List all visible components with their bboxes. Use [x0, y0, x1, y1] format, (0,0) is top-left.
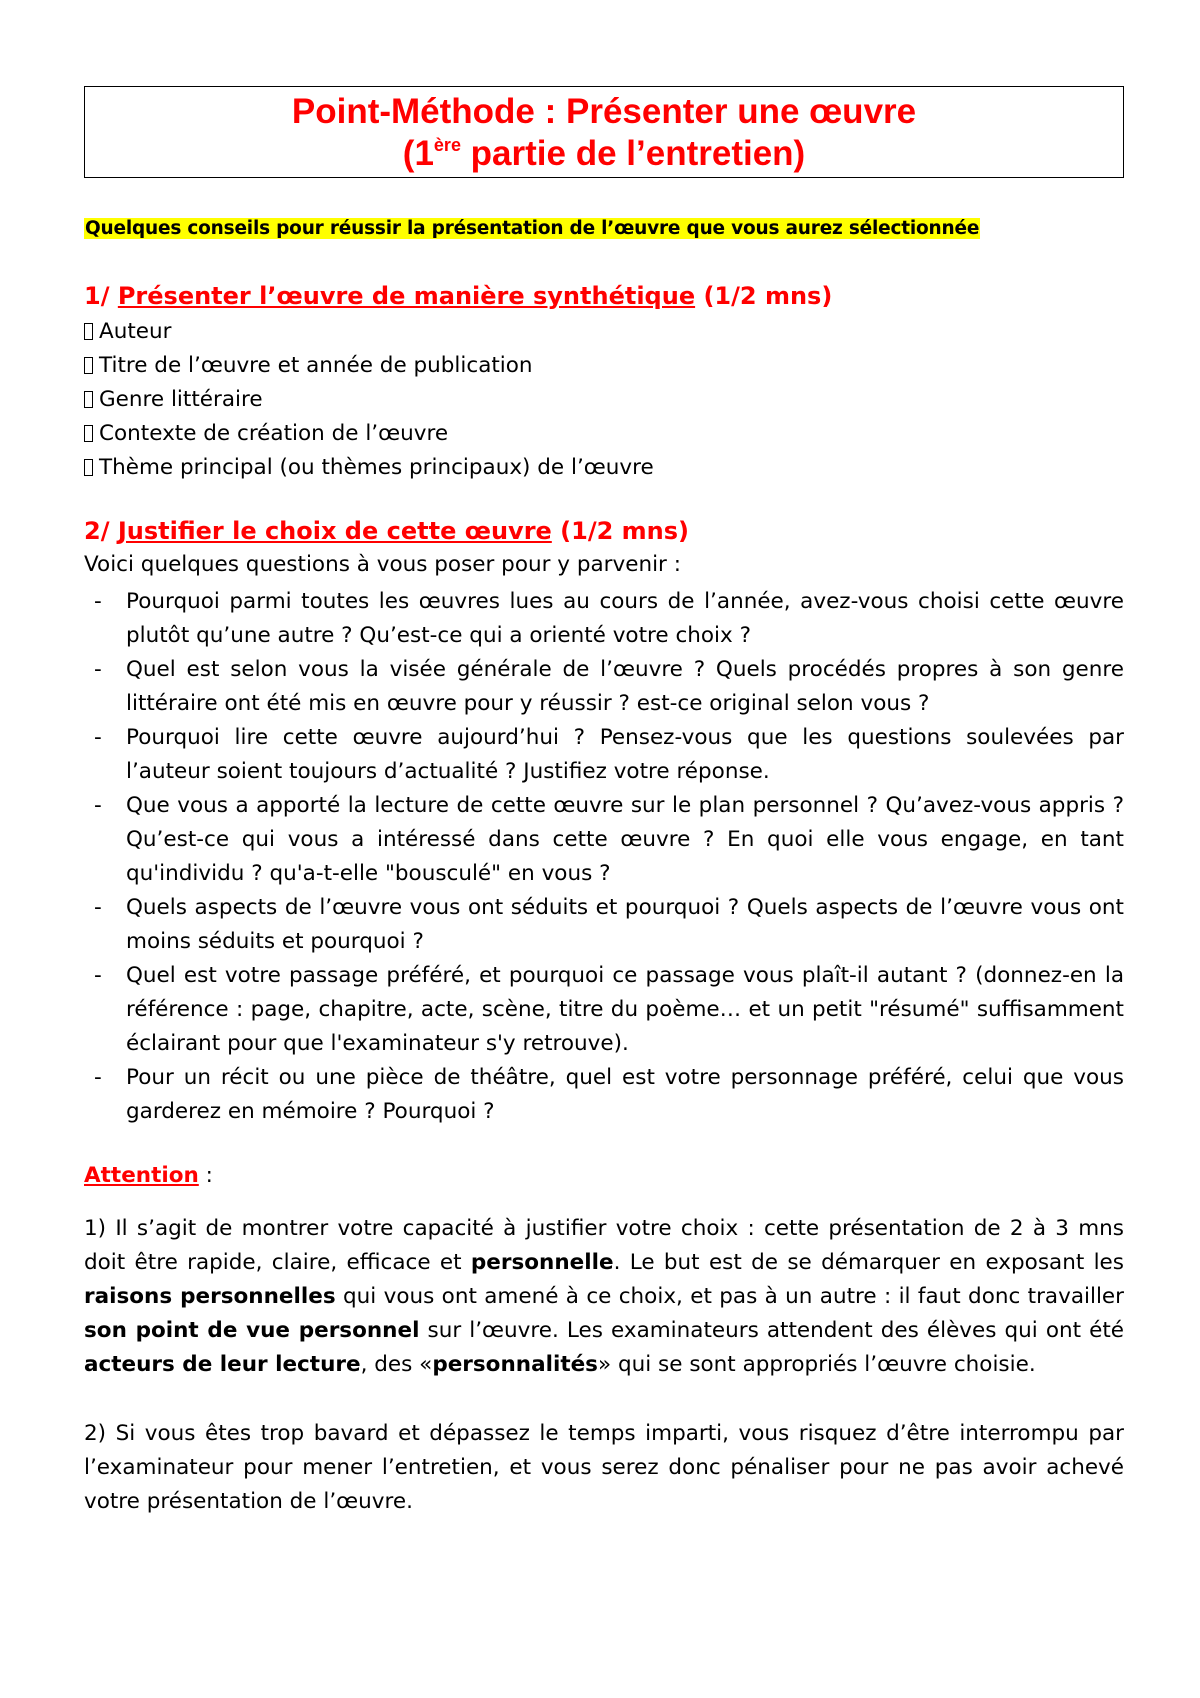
bold-term: raisons personnelles [84, 1284, 336, 1309]
paragraph-text: , des « [360, 1352, 433, 1377]
list-item [84, 585, 1124, 653]
question-text: Pour un récit ou une pièce de théâtre, quel est votre personnage préféré, celui que vous garderez en mémoire ? Pourquoi ? [126, 1065, 1124, 1124]
list-item-text: Genre littéraire [99, 387, 263, 412]
list-item [84, 383, 654, 417]
list-item [84, 891, 1124, 959]
dash-bullet: - [94, 657, 102, 682]
list-item [84, 451, 654, 485]
paragraph-text: » qui se sont appropriés l’œuvre choisie. [597, 1352, 1036, 1377]
title-line-1: Point-Méthode : Présenter une œuvre [291, 92, 917, 131]
section-1-title: Présenter l’œuvre de manière synthétique [117, 282, 696, 310]
question-text: Pourquoi parmi toutes les œuvres lues au cours de l’année, avez-vous choisi cette œuvre plutôt qu’une autre ? Qu’est-ce qui a orienté votre choix ? [126, 589, 1124, 648]
list-item [84, 315, 654, 349]
paragraph-text: sur l’œuvre. Les examinateurs attendent des élèves qui ont été [419, 1318, 1125, 1343]
dash-bullet: - [94, 589, 102, 614]
list-item-text: Titre de l’œuvre et année de publication [99, 353, 533, 378]
section-2-title: Justifier le choix de cette œuvre [117, 517, 552, 545]
paragraph-text: qui vous ont amené à ce choix, et pas à un autre : il faut donc travailler [335, 1284, 1124, 1309]
paragraph-text: . Le but est de se démarquer en exposant les [613, 1250, 1124, 1275]
question-text: Que vous a apporté la lecture de cette œuvre sur le plan personnel ? Qu’avez-vous appris ? Qu’est-ce qui vous a intéressé dans cette œuvre ? En quoi elle vous engage, en tant qu'individu ? qu'a-t-elle "bousculé" en vous ? [126, 793, 1124, 886]
title-line-2-prefix: (1 [402, 134, 434, 173]
dash-bullet: - [94, 725, 102, 750]
question-text: Quel est selon vous la visée générale de l’œuvre ? Quels procédés propres à son genre littéraire ont été mis en œuvre pour y réussir ? est-ce original selon vous ? [126, 657, 1124, 716]
bold-term: acteurs de leur lecture [84, 1352, 361, 1377]
paragraph-text: 1) Il s’agit de montrer votre capacité à justifier votre choix : cette présentation de 2 à 3 mns doit être rapide, claire, efficace et [84, 1216, 1124, 1275]
bold-term: son point de vue personnel [84, 1318, 420, 1343]
title-line-2-suffix: partie de l’entretien) [460, 134, 806, 173]
checkbox-bullet-icon [84, 425, 93, 442]
list-item [84, 417, 654, 451]
list-item [84, 1061, 1124, 1129]
attention-paragraph-1 [84, 1212, 1124, 1382]
section-2-lead: Voici quelques questions à vous poser pour y parvenir : [84, 552, 681, 577]
list-item [84, 653, 1124, 721]
dash-bullet: - [94, 963, 102, 988]
section-2-duration: (1/2 mns) [551, 517, 690, 545]
list-item [84, 721, 1124, 789]
dash-bullet: - [94, 895, 102, 920]
checkbox-bullet-icon [84, 459, 93, 476]
section-1-list [84, 315, 654, 485]
question-text: Quel est votre passage préféré, et pourquoi ce passage vous plaît-il autant ? (donnez-en la référence : page, chapitre, acte, scène, titre du poème… et un petit "résumé" suffisamment éclairant pour que l'examinateur s'y retrouve). [126, 963, 1124, 1056]
question-text: Pourquoi lire cette œuvre aujourd’hui ? Pensez-vous que les questions soulevées par l’auteur soient toujours d’actualité ? Justifiez votre réponse. [126, 725, 1124, 784]
list-item-text: Contexte de création de l’œuvre [99, 421, 449, 446]
list-item [84, 789, 1124, 891]
checkbox-bullet-icon [84, 357, 93, 374]
checkbox-bullet-icon [84, 323, 93, 340]
attention-heading [84, 1163, 213, 1188]
attention-paragraph-2: 2) Si vous êtes trop bavard et dépassez le temps imparti, vous risquez d’être interrompu par l’examinateur pour mener l’entretien, et vous serez donc pénaliser pour ne pas avoir achevé votre présentation de l’œuvre. [84, 1421, 1124, 1514]
section-1-duration: (1/2 mns) [695, 282, 833, 310]
list-item [84, 349, 654, 383]
section-1-heading [84, 282, 832, 310]
attention-label: Attention [84, 1163, 199, 1188]
title-superscript: ère [433, 135, 461, 155]
attention-colon: : [198, 1163, 213, 1188]
dash-bullet: - [94, 1065, 102, 1090]
bold-term: personnelle [470, 1250, 614, 1275]
intro-highlight: Quelques conseils pour réussir la présentation de l’œuvre que vous aurez sélectionnée [85, 218, 980, 239]
title-line-2 [85, 133, 1123, 175]
list-item-text: Auteur [99, 319, 172, 344]
dash-bullet: - [94, 793, 102, 818]
question-list [84, 585, 1124, 1129]
question-text: Quels aspects de l’œuvre vous ont séduits et pourquoi ? Quels aspects de l’œuvre vous ont moins séduits et pourquoi ? [126, 895, 1124, 954]
list-item-text: Thème principal (ou thèmes principaux) de l’œuvre [99, 455, 654, 480]
list-item [84, 959, 1124, 1061]
bold-term: personnalités [432, 1352, 598, 1377]
checkbox-bullet-icon [84, 391, 93, 408]
section-2-number: 2/ [84, 517, 118, 545]
title-box [84, 86, 1124, 178]
section-1-number: 1/ [84, 282, 118, 310]
section-2-heading [84, 517, 689, 545]
